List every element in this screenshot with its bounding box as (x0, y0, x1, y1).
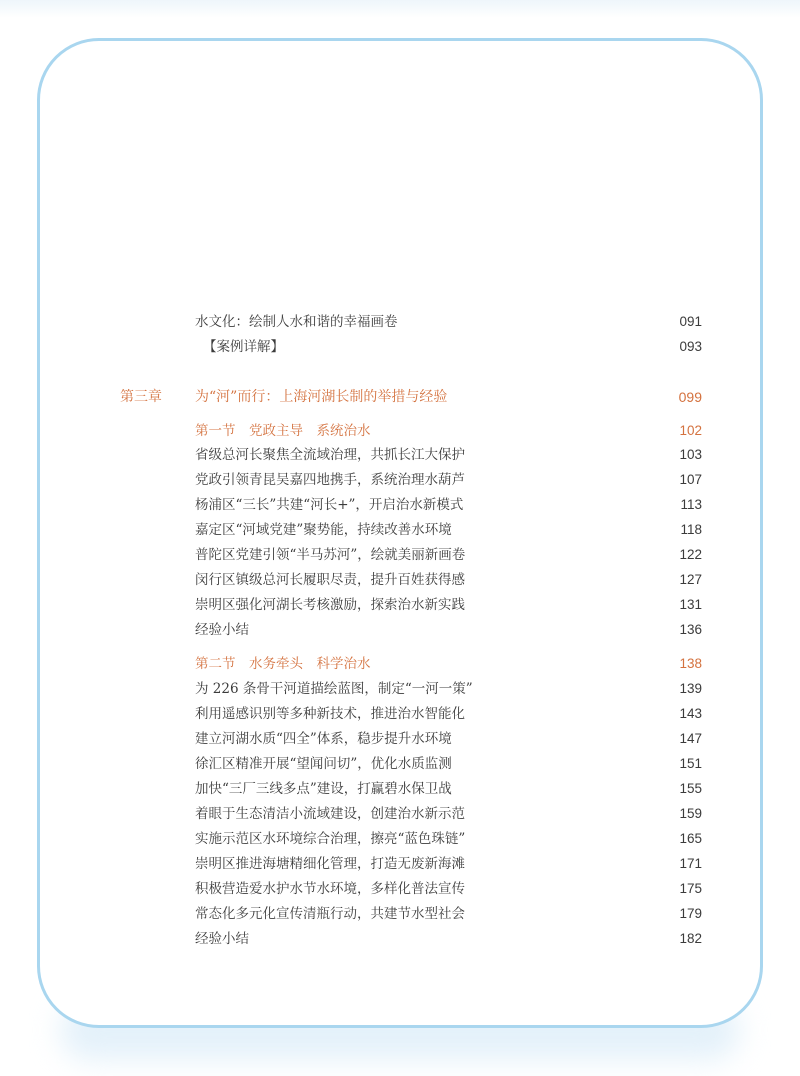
toc-entry[interactable] (195, 778, 702, 800)
toc-entry-title: 普陀区党建引领“半马苏河”，绘就美丽新画卷 (195, 547, 466, 563)
toc-entry[interactable] (195, 594, 702, 616)
toc-entry[interactable] (195, 678, 702, 700)
toc-entry[interactable] (195, 444, 702, 466)
toc-entry[interactable] (195, 928, 702, 950)
toc-entry-page: 147 (679, 731, 702, 746)
toc-entry[interactable] (195, 619, 702, 641)
toc-entry[interactable] (195, 311, 702, 333)
toc-entry-title: 杨浦区“三长”共建“河长+”，开启治水新模式 (195, 497, 464, 513)
toc-entry-page: 159 (679, 806, 702, 821)
toc-entry-page: 122 (679, 547, 702, 562)
toc-entry-page: 136 (679, 622, 702, 637)
section-page: 102 (679, 423, 702, 438)
toc-entry[interactable] (195, 853, 702, 875)
toc-entry-title: 嘉定区“河域党建”聚势能，持续改善水环境 (195, 522, 452, 538)
toc-entry-page: 143 (679, 706, 702, 721)
toc-entry[interactable] (195, 336, 702, 358)
toc-entry-page: 179 (679, 906, 702, 921)
toc-entry-page: 103 (679, 447, 702, 462)
toc-entry-page: 131 (679, 597, 702, 612)
toc-entry-page: 118 (680, 522, 702, 537)
toc-entry-title: 崇明区推进海塘精细化管理，打造无废新海滩 (195, 856, 465, 872)
toc-entry[interactable] (195, 519, 702, 541)
toc-entry-page: 182 (679, 931, 702, 946)
toc-entry-title: 党政引领青昆吴嘉四地携手，系统治理水葫芦 (195, 472, 465, 488)
toc-entry-page: 113 (680, 497, 702, 512)
toc-entry[interactable] (195, 494, 702, 516)
toc-entry[interactable] (195, 469, 702, 491)
toc-entry-title: 着眼于生态清洁小流域建设，创建治水新示范 (195, 806, 465, 822)
chapter-page: 099 (678, 389, 702, 405)
toc-entry-title: 利用遥感识别等多种新技术，推进治水智能化 (195, 706, 465, 722)
toc-entry-page: 155 (679, 781, 702, 796)
section-title: 第一节 党政主导 系统治水 (195, 423, 371, 439)
toc-entry-page: 139 (679, 681, 702, 696)
toc-entry[interactable] (195, 703, 702, 725)
toc-entry[interactable] (195, 878, 702, 900)
toc-entry-title: 崇明区强化河湖长考核激励，探索治水新实践 (195, 597, 465, 613)
toc-entry[interactable] (195, 753, 702, 775)
toc-entry-title: 经验小结 (195, 931, 249, 947)
toc-entry-title: 水文化：绘制人水和谐的幸福画卷 (195, 314, 398, 330)
toc-entry-title: 徐汇区精准开展“望闻问切”，优化水质监测 (195, 756, 452, 772)
toc-entry-page: 151 (679, 756, 702, 771)
toc-entry-title: 建立河湖水质“四全”体系，稳步提升水环境 (195, 731, 452, 747)
toc-entry-page: 127 (679, 572, 702, 587)
toc-entry-title: 常态化多元化宣传清瓶行动，共建节水型社会 (195, 906, 465, 922)
section-heading[interactable] (195, 653, 702, 675)
toc-entry-title: 为 226 条骨干河道描绘蓝图，制定“一河一策” (195, 681, 473, 697)
toc-entry-page: 091 (679, 314, 702, 329)
toc-entry-title: 实施示范区水环境综合治理，擦亮“蓝色珠链” (195, 831, 466, 847)
toc-entry-title: 经验小结 (195, 622, 249, 638)
toc-entry-page: 171 (679, 856, 702, 871)
section-page: 138 (679, 656, 702, 671)
toc-entry-title: 加快“三厂三线多点”建设，打赢碧水保卫战 (195, 781, 452, 797)
toc-entry[interactable] (195, 828, 702, 850)
toc-entry-page: 175 (679, 881, 702, 896)
chapter-number: 第三章 (120, 389, 162, 405)
toc-entry-title: 省级总河长聚焦全流域治理，共抓长江大保护 (195, 447, 465, 463)
toc-entry-title: 闵行区镇级总河长履职尽责，提升百姓获得感 (195, 572, 465, 588)
section-title: 第二节 水务牵头 科学治水 (195, 656, 371, 672)
toc-entry[interactable] (195, 803, 702, 825)
toc-entry[interactable] (195, 569, 702, 591)
toc-entry[interactable] (195, 903, 702, 925)
chapter-title: 为“河”而行：上海河湖长制的举措与经验 (195, 389, 448, 405)
toc-entry-page: 165 (679, 831, 702, 846)
toc-entry-page: 107 (679, 472, 702, 487)
toc-entry-title: 【案例详解】 (203, 339, 284, 355)
toc-entry-title: 积极营造爱水护水节水环境，多样化普法宣传 (195, 881, 465, 897)
section-heading[interactable] (195, 420, 702, 442)
toc-entry[interactable] (195, 728, 702, 750)
toc-entry-page: 093 (679, 339, 702, 354)
chapter-heading[interactable] (195, 386, 702, 408)
toc-entry[interactable] (195, 544, 702, 566)
